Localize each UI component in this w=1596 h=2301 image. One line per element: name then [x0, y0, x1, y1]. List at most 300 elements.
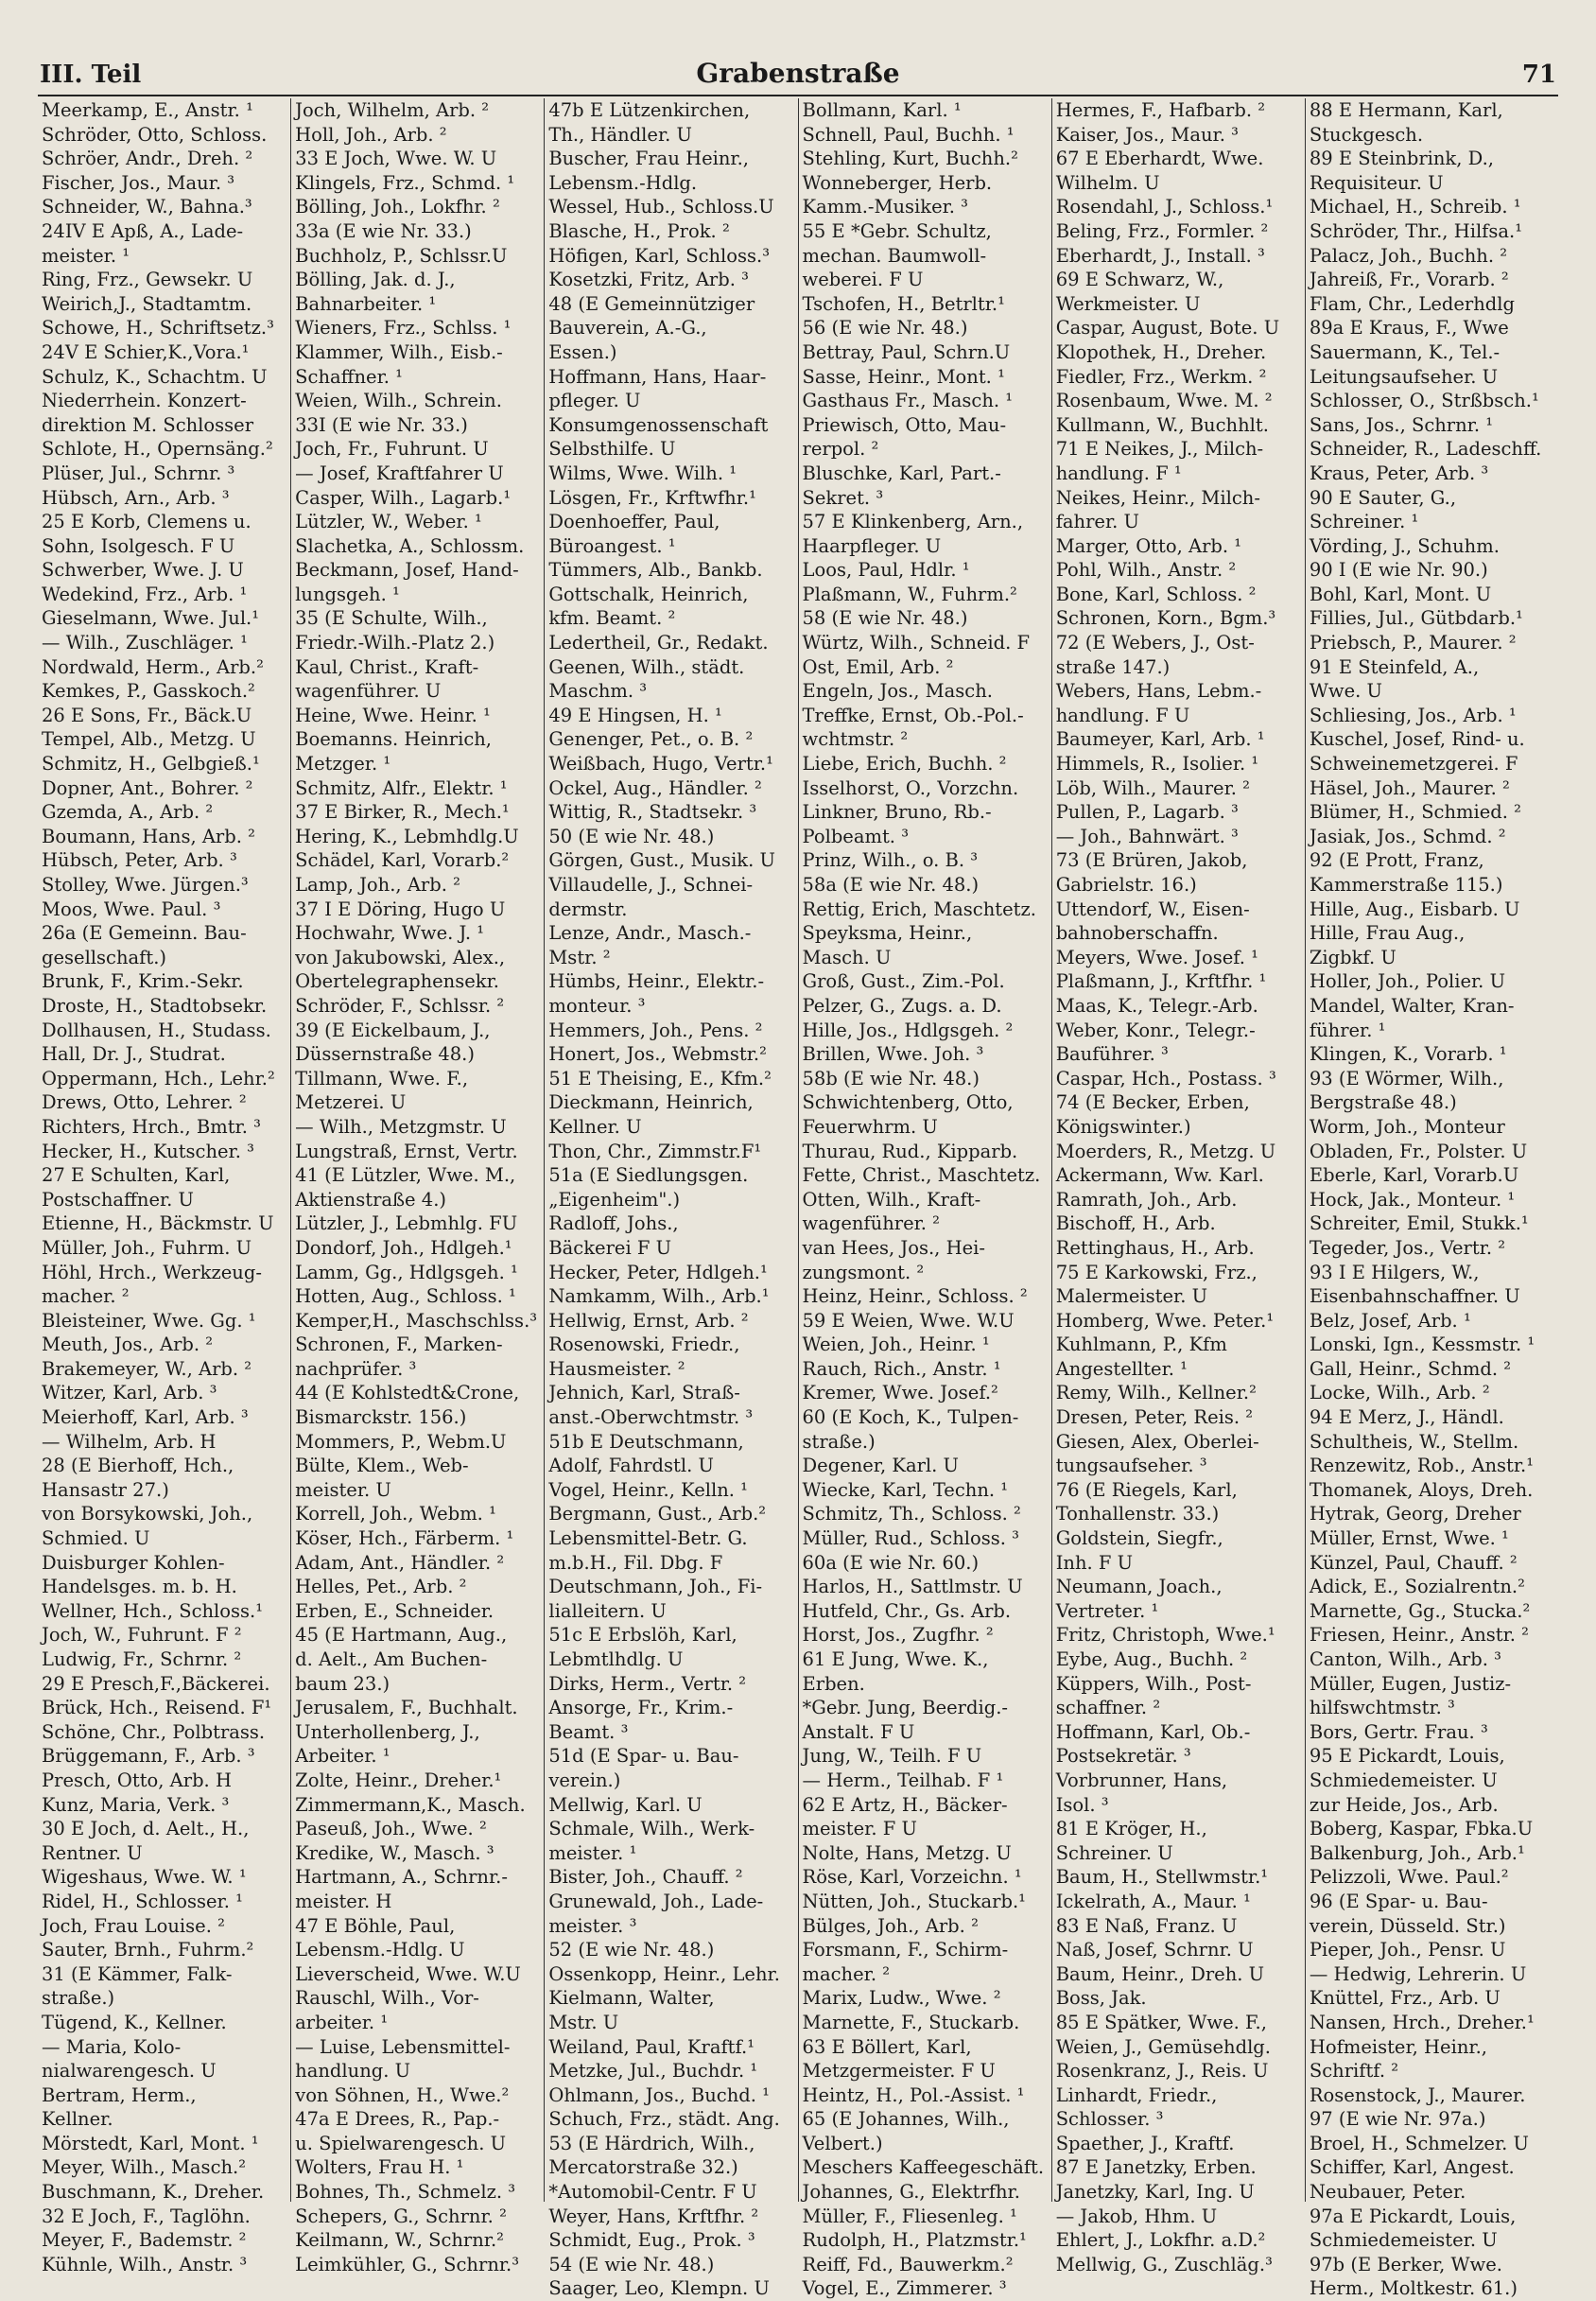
directory-entry: Lenze, Andr., Masch.-: [548, 922, 752, 945]
directory-entry: Priebsch, P., Maurer. ²: [1309, 632, 1517, 654]
directory-entry: Goldstein, Siegfr.,: [1055, 1527, 1223, 1550]
directory-entry: Thurau, Rud., Kipparb.: [802, 1140, 1018, 1162]
directory-entry: 51 E Theising, E., Kfm.²: [548, 1067, 772, 1089]
directory-entry: Pieper, Joh., Pensr. U: [1309, 1939, 1506, 1961]
directory-entry: nialwarengesch. U: [42, 2060, 217, 2083]
directory-entry: Horst, Jos., Zugfhr. ²: [802, 1624, 994, 1647]
directory-entry: 81 E Kröger, H.,: [1055, 1818, 1207, 1840]
directory-entry: Ridel, H., Schlosser. ¹: [42, 1890, 243, 1912]
directory-entry: 24IV E Apß, A., Lade-: [42, 219, 244, 242]
directory-entry: 33a (E wie Nr. 33.): [295, 219, 472, 242]
directory-entry: lungsgeh. ¹: [295, 583, 400, 605]
page-number: 71: [1521, 61, 1556, 89]
directory-entry: Bohl, Karl, Mont. U: [1309, 583, 1492, 605]
directory-entry: Erben, E., Schneider.: [295, 1599, 494, 1622]
directory-entry: Wedekind, Frz., Arb. ¹: [42, 583, 248, 605]
directory-entry: 90 I (E wie Nr. 90.): [1309, 559, 1488, 582]
directory-entry: 31 (E Kämmer, Falk-: [42, 1962, 233, 1985]
directory-entry: anst.-Oberwchtmstr. ³: [548, 1406, 754, 1429]
directory-entry: Lützler, W., Weber. ¹: [295, 511, 482, 533]
directory-entry: Hümbs, Heinr., Elektr.-: [548, 970, 765, 993]
directory-entry: 97 (E wie Nr. 97a.): [1309, 2108, 1486, 2131]
directory-entry: Palacz, Joh., Buchh. ²: [1309, 244, 1508, 267]
directory-entry: Schronen, F., Marken-: [295, 1334, 503, 1356]
directory-entry: 88 E Hermann, Karl,: [1309, 99, 1503, 121]
directory-entry: Häsel, Joh., Maurer. ²: [1309, 776, 1510, 799]
directory-entry: Helles, Pet., Arb. ²: [295, 1576, 467, 1598]
directory-entry: direktion M. Schlosser: [42, 413, 254, 436]
directory-entry: rerpol. ²: [802, 438, 879, 461]
directory-entry: Blasche, H., Prok. ²: [548, 219, 730, 242]
directory-entry: 51b E Deutschmann,: [548, 1430, 744, 1453]
directory-entry: Worm, Joh., Monteur: [1309, 1115, 1505, 1138]
directory-entry: 27 E Schulten, Karl,: [42, 1164, 231, 1187]
directory-entry: Sauter, Brnh., Fuhrm.²: [42, 1939, 254, 1961]
directory-entry: Erben.: [802, 1672, 865, 1695]
directory-entry: Knüttel, Frz., Arb. U: [1309, 1987, 1501, 2010]
directory-entry: Rettig, Erich, Maschtetz.: [802, 898, 1036, 920]
directory-entry: Gieselmann, Wwe. Jul.¹: [42, 607, 260, 630]
directory-entry: Liebe, Erich, Buchh. ²: [802, 753, 1007, 776]
directory-entry: Sasse, Heinr., Mont. ¹: [802, 365, 1005, 388]
directory-entry: Doenhoeffer, Paul,: [548, 511, 720, 533]
directory-entry: tungsaufseher. ³: [1055, 1455, 1207, 1477]
column-1: [38, 98, 291, 2275]
directory-entry: Hille, Jos., Hdlgsgeh. ²: [802, 1019, 1014, 1041]
directory-entry: Wellner, Hch., Schloss.¹: [42, 1599, 264, 1622]
directory-entry: 59 E Weien, Wwe. W.U: [802, 1309, 1015, 1332]
directory-entry: 83 E Naß, Franz. U: [1055, 1914, 1238, 1937]
directory-entry: Hübsch, Arn., Arb. ³: [42, 486, 230, 509]
directory-entry: Schröder, F., Schlssr. ²: [295, 994, 505, 1017]
directory-entry: zungsmont. ²: [802, 1261, 925, 1283]
directory-entry: meister. F U: [802, 1818, 917, 1840]
directory-entry: wagenführer. ²: [802, 1212, 941, 1235]
directory-entry: Jerusalem, F., Buchhalt.: [295, 1697, 518, 1719]
directory-entry: Dresen, Peter, Reis. ²: [1055, 1406, 1254, 1429]
directory-entry: Köser, Hch., Färberm. ¹: [295, 1527, 514, 1550]
directory-entry: Marnette, Gg., Stucka.²: [1309, 1599, 1531, 1622]
directory-entry: 60 (E Koch, K., Tulpen-: [802, 1406, 1019, 1429]
directory-entry: gesellschaft.): [42, 946, 167, 968]
directory-entry: Masch. U: [802, 946, 892, 968]
directory-entry: Treffke, Ernst, Ob.-Pol.-: [802, 704, 1024, 726]
directory-entry: Villaudelle, J., Schnei-: [548, 874, 754, 896]
directory-entry: — Wilh., Zuschläger. ¹: [42, 632, 248, 654]
directory-entry: d. Aelt., Am Buchen-: [295, 1648, 488, 1670]
directory-entry: 30 E Joch, d. Aelt., H.,: [42, 1818, 250, 1840]
directory-entry: straße.): [42, 1987, 115, 2010]
directory-entry: Vörding, J., Schuhm.: [1309, 534, 1500, 557]
directory-entry: 41 (E Lützler, Wwe. M.,: [295, 1164, 516, 1187]
directory-entry: Eisenbahnschaffner. U: [1309, 1285, 1520, 1308]
directory-entry: 51d (E Spar- u. Bau-: [548, 1745, 739, 1768]
directory-entry: Schmied. U: [42, 1527, 150, 1550]
directory-entry: Engeln, Jos., Masch.: [802, 680, 993, 703]
directory-entry: Mandel, Walter, Kran-: [1309, 994, 1515, 1017]
directory-entry: lialleitern. U: [548, 1599, 667, 1622]
directory-entry: Zigbkf. U: [1309, 946, 1396, 968]
directory-entry: Boumann, Hans, Arb. ²: [42, 825, 255, 847]
directory-entry: Neumann, Joach.,: [1055, 1576, 1223, 1598]
directory-entry: 58 (E wie Nr. 48.): [802, 607, 968, 630]
column-3: [545, 98, 798, 2300]
directory-entry: Weyer, Hans, Krftfhr. ²: [548, 2205, 759, 2227]
directory-entry: 87 E Janetzky, Erben.: [1055, 2156, 1257, 2179]
directory-entry: 62 E Artz, H., Bäcker-: [802, 1793, 1008, 1816]
directory-entry: 24V E Schier,K.,Vora.¹: [42, 340, 250, 363]
directory-entry: Velbert.): [802, 2132, 883, 2154]
directory-entry: 45 (E Hartmann, Aug.,: [295, 1624, 508, 1647]
directory-entry: Schreiner. U: [1055, 1841, 1173, 1864]
directory-entry: Leimkühler, G., Schrnr.³: [295, 2253, 520, 2275]
directory-entry: Rauch, Rich., Anstr. ¹: [802, 1357, 1001, 1380]
directory-entry: 47a E Drees, R., Pap.-: [295, 2108, 500, 2131]
directory-entry: Webers, Hans, Lebm.-: [1055, 680, 1262, 703]
directory-entry: Bölling, Jak. d. J.,: [295, 269, 456, 291]
directory-entry: Wessel, Hub., Schloss.U: [548, 196, 774, 218]
directory-entry: Klammer, Wilh., Eisb.-: [295, 340, 503, 363]
directory-entry: Bors, Gertr. Frau. ³: [1309, 1720, 1488, 1743]
directory-entry: Schiffer, Karl, Angest.: [1309, 2156, 1515, 2179]
directory-entry: Marnette, F., Stuckarb.: [802, 2011, 1020, 2033]
directory-entry: Weien, J., Gemüsehdlg.: [1055, 2035, 1271, 2058]
directory-entry: Johannes, G., Elektrfhr.: [802, 2181, 1020, 2204]
directory-entry: Meyer, F., Bademstr. ²: [42, 2229, 247, 2252]
directory-entry: Rosenkranz, J., Reis. U: [1055, 2060, 1269, 2083]
directory-entry: Küppers, Wilh., Post-: [1055, 1672, 1252, 1695]
directory-entry: Kellner. U: [548, 1115, 642, 1138]
directory-entry: Bahnarbeiter. ¹: [295, 292, 437, 315]
directory-entry: Lonski, Ign., Kessmstr. ¹: [1309, 1334, 1535, 1356]
directory-entry: Lebensm.-Hdlg. U: [295, 1939, 465, 1961]
directory-entry: Gall, Heinr., Schmd. ²: [1309, 1357, 1512, 1380]
directory-entry: Bäckerei F U: [548, 1236, 672, 1259]
directory-entry: 47b E Lützenkirchen,: [548, 99, 751, 121]
directory-entry: Bülges, Joh., Arb. ²: [802, 1914, 979, 1937]
directory-entry: Lebensmittel-Betr. G.: [548, 1527, 748, 1550]
directory-entry: Rosenowski, Friedr.,: [548, 1334, 740, 1356]
directory-entry: — Joh., Bahnwärt. ³: [1055, 825, 1239, 847]
directory-entry: 93 I E Hilgers, W.,: [1309, 1261, 1480, 1283]
directory-entry: Müller, Ernst, Wwe. ¹: [1309, 1527, 1509, 1550]
directory-entry: Mellwig, G., Zuschläg.³: [1055, 2253, 1273, 2275]
directory-entry: Plaßmann, W., Fuhrm.²: [802, 583, 1017, 605]
directory-entry: Hellwig, Ernst, Arb. ²: [548, 1309, 749, 1332]
directory-entry: 90 E Sauter, G.,: [1309, 486, 1457, 509]
directory-entry: Uttendorf, W., Eisen-: [1055, 898, 1250, 920]
directory-entry: 51c E Erbslöh, Karl,: [548, 1624, 737, 1647]
directory-entry: 53 (E Härdrich, Wilh.,: [548, 2132, 755, 2154]
column-4: [799, 98, 1052, 2300]
directory-entry: Caspar, August, Bote. U: [1055, 317, 1280, 340]
directory-entry: Schreiner. ¹: [1309, 511, 1419, 533]
directory-entry: Friesen, Heinr., Anstr. ²: [1309, 1624, 1529, 1647]
directory-entry: Buschmann, K., Dreher.: [42, 2181, 265, 2204]
directory-entry: 54 (E wie Nr. 48.): [548, 2253, 715, 2275]
directory-entry: Weiland, Paul, Kraftf.¹: [548, 2035, 755, 2058]
directory-entry: mechan. Baumwoll-: [802, 244, 987, 267]
directory-entry: Prinz, Wilh., o. B. ³: [802, 849, 979, 872]
directory-entry: Mercatorstraße 32.): [548, 2156, 738, 2179]
directory-entry: Klingen, K., Vorarb. ¹: [1309, 1043, 1507, 1066]
directory-entry: 91 E Steinfeld, A.,: [1309, 655, 1480, 678]
directory-entry: Schröder, Otto, Schloss.: [42, 123, 268, 146]
directory-entry: Isol. ³: [1055, 1793, 1109, 1816]
directory-entry: Baum, H., Stellwmstr.¹: [1055, 1866, 1269, 1889]
directory-entry: Marix, Ludw., Wwe. ²: [802, 1987, 1001, 2010]
directory-entry: Linkner, Bruno, Rb.-: [802, 801, 992, 824]
directory-entry: Weber, Konr., Telegr.-: [1055, 1019, 1256, 1041]
directory-entry: zur Heide, Jos., Arb.: [1309, 1793, 1499, 1816]
directory-entry: Königswinter.): [1055, 1115, 1191, 1138]
directory-entry: — Luise, Lebensmittel-: [295, 2035, 511, 2058]
directory-entry: Niederrhein. Konzert-: [42, 390, 247, 412]
directory-entry: Müller, Eugen, Justiz-: [1309, 1672, 1512, 1695]
directory-entry: Mellwig, Karl. U: [548, 1793, 703, 1816]
directory-entry: Kamm.-Musiker. ³: [802, 196, 968, 218]
directory-entry: Hall, Dr. J., Studrat.: [42, 1043, 226, 1066]
directory-entry: Handelsges. m. b. H.: [42, 1576, 237, 1598]
directory-entry: Meuth, Jos., Arb. ²: [42, 1334, 214, 1356]
directory-entry: handlung. U: [295, 2060, 411, 2083]
directory-entry: Priewisch, Otto, Mau-: [802, 413, 1007, 436]
directory-entry: Hoffmann, Hans, Haar-: [548, 365, 767, 388]
directory-entry: Hemmers, Joh., Pens. ²: [548, 1019, 763, 1041]
directory-entry: 94 E Merz, J., Händl.: [1309, 1406, 1504, 1429]
directory-entry: Degener, Karl. U: [802, 1455, 959, 1477]
directory-entry: Hecker, H., Kutscher. ³: [42, 1140, 254, 1162]
directory-entry: Lamp, Joh., Arb. ²: [295, 874, 460, 896]
directory-entry: 28 (E Bierhoff, Hch.,: [42, 1455, 234, 1477]
directory-entry: meister. ¹: [42, 244, 130, 267]
directory-entry: u. Spielwarengesch. U: [295, 2132, 507, 2154]
directory-entry: 49 E Hingsen, H. ¹: [548, 704, 722, 726]
directory-entry: Hering, K., Lebmhdlg.U: [295, 825, 519, 847]
directory-entry: Bauverein, A.-G.,: [548, 317, 707, 340]
directory-entry: 52 (E wie Nr. 48.): [548, 1939, 715, 1961]
directory-entry: Flam, Chr., Lederhdlg: [1309, 292, 1515, 315]
directory-entry: Kremer, Wwe. Josef.²: [802, 1382, 998, 1404]
directory-entry: Kuhlmann, P., Kfm: [1055, 1334, 1227, 1356]
directory-entry: Ost, Emil, Arb. ²: [802, 655, 954, 678]
directory-entry: Oppermann, Hch., Lehr.²: [42, 1067, 275, 1089]
directory-entry: Michael, H., Schreib. ¹: [1309, 196, 1521, 218]
directory-entry: Hübsch, Peter, Arb. ³: [42, 849, 237, 872]
directory-entry: Wwe. U: [1309, 680, 1382, 703]
directory-entry: Deutschmann, Joh., Fi-: [548, 1576, 763, 1598]
directory-entry: Würtz, Wilh., Schneid. F: [802, 632, 1031, 654]
directory-entry: Leitungsaufseher. U: [1309, 365, 1499, 388]
directory-entry: Angestellter. ¹: [1055, 1357, 1188, 1380]
directory-entry: meister. U: [295, 1478, 391, 1501]
directory-entry: Namkamm, Wilh., Arb.¹: [548, 1285, 770, 1308]
directory-entry: Bismarckstr. 156.): [295, 1406, 467, 1429]
directory-entry: 58a (E wie Nr. 48.): [802, 874, 980, 896]
directory-entry: Tegeder, Jos., Vertr. ²: [1309, 1236, 1506, 1259]
directory-entry: Obladen, Fr., Polster. U: [1309, 1140, 1528, 1162]
directory-entry: Pohl, Wilh., Anstr. ²: [1055, 559, 1237, 582]
directory-entry: Schlosser. ³: [1055, 2108, 1164, 2131]
directory-entry: Nansen, Hrch., Dreher.¹: [1309, 2011, 1535, 2033]
directory-entry: 37 I E Döring, Hugo U: [295, 898, 506, 920]
directory-entry: 44 (E Kohlstedt&Crone,: [295, 1382, 520, 1404]
directory-entry: Kraus, Peter, Arb. ³: [1309, 462, 1489, 484]
directory-entry: Nordwald, Herm., Arb.²: [42, 655, 264, 678]
directory-entry: Spaether, J., Kraftf.: [1055, 2132, 1235, 2154]
directory-entry: Schädel, Karl, Vorarb.²: [295, 849, 510, 872]
directory-entry: Radloff, Johs.,: [548, 1212, 679, 1235]
directory-entry: Joch, W., Fuhrunt. F ²: [42, 1624, 242, 1647]
directory-entry: Holler, Joh., Polier. U: [1309, 970, 1505, 993]
directory-entry: Unterhollenberg, J.,: [295, 1720, 480, 1743]
directory-entry: Schowe, H., Schriftsetz.³: [42, 317, 274, 340]
directory-entry: Ansorge, Fr., Krim.-: [548, 1697, 734, 1719]
directory-entry: von Söhnen, H., Wwe.²: [295, 2083, 510, 2106]
directory-entry: Eybe, Aug., Buchh. ²: [1055, 1648, 1248, 1670]
directory-entry: 97b (E Berker, Wwe.: [1309, 2253, 1502, 2275]
directory-entry: Hytrak, Georg, Dreher: [1309, 1503, 1521, 1525]
directory-entry: Joch, Wilhelm, Arb. ²: [295, 99, 490, 121]
directory-entry: Schaffner. ¹: [295, 365, 403, 388]
directory-entry: Kaul, Christ., Kraft-: [295, 655, 479, 678]
directory-entry: Mommers, P., Webm.U: [295, 1430, 507, 1453]
directory-entry: Loos, Paul, Hdlr. ¹: [802, 559, 970, 582]
directory-entry: Pelizzoli, Wwe. Paul.²: [1309, 1866, 1509, 1889]
directory-entry: Himmels, R., Isolier. ¹: [1055, 753, 1259, 776]
directory-entry: Künzel, Paul, Chauff. ²: [1309, 1551, 1518, 1574]
directory-entry: Mstr. ²: [548, 946, 611, 968]
directory-entry: Müller, F., Fliesenleg. ¹: [802, 2205, 1017, 2227]
directory-entry: Wilhelm. U: [1055, 171, 1160, 194]
directory-entry: Grunewald, Joh., Lade-: [548, 1890, 764, 1912]
directory-entry: Etienne, H., Bäckmstr. U: [42, 1212, 274, 1235]
directory-entry: m.b.H., Fil. Dbg. F: [548, 1551, 723, 1574]
directory-entry: Lebensm.-Hdlg.: [548, 171, 698, 194]
directory-entry: — Jakob, Hhm. U: [1055, 2205, 1218, 2227]
directory-entry: Mörstedt, Karl, Mont. ¹: [42, 2132, 259, 2154]
directory-entry: Ackermann, Ww. Karl.: [1055, 1164, 1264, 1187]
directory-entry: Lamm, Gg., Hdlgsgeh. ¹: [295, 1261, 518, 1283]
directory-entry: Tempel, Alb., Metzg. U: [42, 728, 256, 751]
directory-entry: — Wilh., Metzgmstr. U: [295, 1115, 507, 1138]
directory-entry: Buchholz, P., Schlssr.U: [295, 244, 508, 267]
directory-entry: Reiff, Fd., Bauwerkm.²: [802, 2253, 1014, 2275]
directory-entry: Sans, Jos., Schrnr. ¹: [1309, 413, 1494, 436]
directory-entry: bahnoberschaffn.: [1055, 922, 1219, 945]
directory-entry: 97a E Pickardt, Louis,: [1309, 2205, 1517, 2227]
directory-entry: hilfswchtmstr. ³: [1309, 1697, 1455, 1719]
directory-entry: Wigeshaus, Wwe. W. ¹: [42, 1866, 247, 1889]
directory-entry: arbeiter. ¹: [295, 2011, 389, 2033]
directory-entry: fahrer. U: [1055, 511, 1139, 533]
directory-entry: Neubauer, Peter.: [1309, 2181, 1466, 2204]
directory-entry: Kellner.: [42, 2108, 113, 2131]
directory-entry: Postsekretär. ³: [1055, 1745, 1191, 1768]
directory-entry: handlung. F U: [1055, 704, 1190, 726]
directory-entry: 32 E Joch, F., Taglöhn.: [42, 2205, 251, 2227]
directory-entry: Lungstraß, Ernst, Vertr.: [295, 1140, 518, 1162]
directory-entry: Weien, Wilh., Schrein.: [295, 390, 502, 412]
directory-entry: Geenen, Wilh., städt.: [548, 655, 745, 678]
directory-entry: Ickelrath, A., Maur. ¹: [1055, 1890, 1251, 1912]
directory-entry: Höfigen, Karl, Schloss.³: [548, 244, 771, 267]
directory-entry: Schneider, W., Bahna.³: [42, 196, 252, 218]
directory-entry: Vorbrunner, Hans,: [1055, 1769, 1228, 1791]
directory-entry: Boemanns. Heinrich,: [295, 728, 492, 751]
directory-entry: Beckmann, Josef, Hand-: [295, 559, 519, 582]
directory-entry: 74 (E Becker, Erben,: [1055, 1091, 1250, 1114]
directory-entry: — Hedwig, Lehrerin. U: [1309, 1962, 1527, 1985]
directory-entry: Janetzky, Karl, Ing. U: [1055, 2181, 1255, 2204]
directory-entry: 25 E Korb, Clemens u.: [42, 511, 252, 533]
directory-entry: Sohn, Isolgesch. F U: [42, 534, 235, 557]
directory-entry: Friedr.-Wilh.-Platz 2.): [295, 632, 495, 654]
directory-entry: Boberg, Kaspar, Fbka.U: [1309, 1818, 1534, 1840]
directory-entry: 55 E *Gebr. Schultz,: [802, 219, 992, 242]
directory-entry: Adam, Ant., Händler. ²: [295, 1551, 505, 1574]
directory-entry: Feuerwhrm. U: [802, 1115, 938, 1138]
directory-entry: Klingels, Frz., Schmd. ¹: [295, 171, 515, 194]
directory-entry: Kullmann, W., Buchhlt.: [1055, 413, 1269, 436]
directory-entry: Hausmeister. ²: [548, 1357, 685, 1380]
directory-entry: nachprüfer. ³: [295, 1357, 417, 1380]
directory-entry: Müller, Joh., Fuhrm. U: [42, 1236, 252, 1259]
directory-entry: Eberle, Karl, Vorarb.U: [1309, 1164, 1519, 1187]
directory-entry: 71 E Neikes, J., Milch-: [1055, 438, 1264, 461]
directory-entry: 26a (E Gemeinn. Bau-: [42, 922, 247, 945]
directory-entry: Jehnich, Karl, Straß-: [548, 1382, 740, 1404]
directory-entry: Hoffmann, Karl, Ob.-: [1055, 1720, 1251, 1743]
directory-entry: Plaßmann, J., Krftfhr. ¹: [1055, 970, 1267, 993]
directory-entry: Casper, Wilh., Lagarb.¹: [295, 486, 512, 509]
directory-entry: *Automobil-Centr. F U: [548, 2181, 757, 2204]
directory-entry: Ring, Frz., Gewsekr. U: [42, 269, 253, 291]
directory-entry: Kuschel, Josef, Rind- u.: [1309, 728, 1525, 751]
directory-entry: Beling, Frz., Formler. ²: [1055, 219, 1269, 242]
directory-entry: Zimmermann,K., Masch.: [295, 1793, 526, 1816]
directory-entry: Nolte, Hans, Metzg. U: [802, 1841, 1012, 1864]
directory-entry: Remy, Wilh., Kellner.²: [1055, 1382, 1257, 1404]
directory-entry: Giesen, Alex, Oberlei-: [1055, 1430, 1259, 1453]
directory-entry: Renzewitz, Rob., Anstr.¹: [1309, 1455, 1535, 1477]
directory-entry: Belz, Josef, Arb. ¹: [1309, 1309, 1471, 1332]
directory-entry: Bergmann, Gust., Arb.²: [548, 1503, 767, 1525]
directory-entry: Lützler, J., Lebmhlg. FU: [295, 1212, 518, 1235]
directory-entry: 76 (E Riegels, Karl,: [1055, 1478, 1238, 1501]
directory-entry: Heintz, H., Pol.-Assist. ¹: [802, 2083, 1025, 2106]
directory-entry: Broel, H., Schmelzer. U: [1309, 2132, 1529, 2154]
directory-entry: „Eigenheim".): [548, 1188, 681, 1211]
directory-entry: baum 23.): [295, 1672, 390, 1695]
directory-entry: wagenführer. U: [295, 680, 442, 703]
directory-entry: führer. ¹: [1309, 1019, 1386, 1041]
directory-entry: Schmidt, Eug., Prok. ³: [548, 2229, 755, 2252]
directory-entry: Brüggemann, F., Arb. ³: [42, 1745, 255, 1768]
directory-entry: Pelzer, G., Zugs. a. D.: [802, 994, 1002, 1017]
directory-entry: Görgen, Gust., Musik. U: [548, 849, 775, 872]
directory-entry: 89a E Kraus, F., Wwe: [1309, 317, 1509, 340]
directory-entry: 29 E Presch,F.,Bäckerei.: [42, 1672, 270, 1695]
directory-entry: Jahreiß, Fr., Vorarb. ²: [1309, 269, 1509, 291]
directory-entry: Rentner. U: [42, 1841, 143, 1864]
directory-entry: Maschm. ³: [548, 680, 648, 703]
directory-entry: Schmiedemeister. U: [1309, 1769, 1498, 1791]
directory-entry: Schronen, Korn., Bgm.³: [1055, 607, 1276, 630]
directory-entry: 72 (E Webers, J., Ost-: [1055, 632, 1255, 654]
directory-entry: Brillen, Wwe. Joh. ³: [802, 1043, 984, 1066]
directory-entry: Hermes, F., Hafbarb. ²: [1055, 99, 1266, 121]
